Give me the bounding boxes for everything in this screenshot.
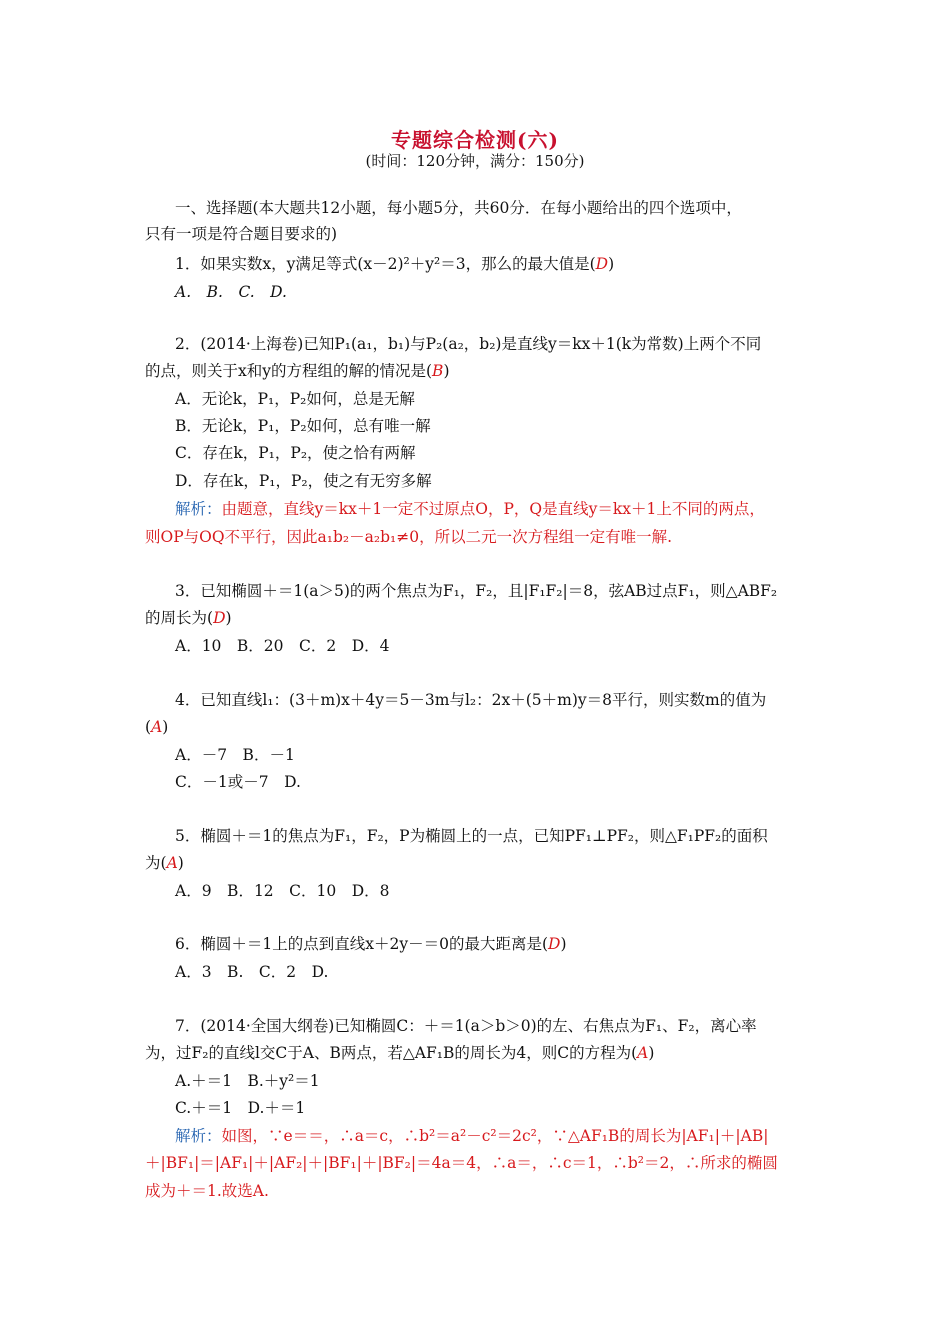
- question-7-text: 为，过F₂的直线l交C于A、B两点，若△AF₁B的周长为4，则C的方程为(: [145, 1044, 638, 1062]
- page-subtitle: (时间：120分钟，满分：150分): [365, 152, 585, 170]
- question-7-options-line1: A.＋＝1 B.＋y²＝1: [175, 1072, 320, 1090]
- question-6-text: 6．椭圆＋＝1上的点到直线x＋2y－＝0的最大距离是(: [175, 935, 548, 953]
- question-6-options: A．3 B. C．2 D.: [175, 963, 329, 981]
- question-1-text: 1．如果实数x，y满足等式(x－2)²＋y²＝3，那么的最大值是(: [175, 255, 596, 273]
- question-3-text: 的周长为(: [145, 609, 214, 627]
- question-2-close: ): [443, 362, 450, 380]
- question-2-answer: B: [432, 362, 444, 380]
- question-2-option-d: D．存在k，P₁，P₂，使之有无穷多解: [175, 472, 432, 490]
- question-6-close: ): [560, 935, 567, 953]
- question-4-options-line2: C．－1或－7 D.: [175, 773, 301, 791]
- question-3-stem-line1: 3．已知椭圆＋＝1(a＞5)的两个焦点为F₁，F₂，且|F₁F₂|＝8，弦AB过点F₁，则△ABF₂: [175, 582, 778, 600]
- question-7-stem-line2: [145, 1042, 654, 1064]
- question-2-analysis-line1: [175, 498, 765, 520]
- page-title: 专题综合检测(六): [391, 128, 559, 152]
- question-5-text: 为(: [145, 854, 167, 872]
- question-2-option-b: B．无论k，P₁，P₂如何，总有唯一解: [175, 417, 431, 435]
- question-3-stem-line2: [145, 607, 232, 629]
- question-1-stem: [175, 253, 614, 275]
- question-7-analysis-line1: [175, 1125, 768, 1147]
- question-2-stem-line2: [145, 360, 450, 382]
- question-2-analysis-line2: 则OP与OQ不平行，因此a₁b₂－a₂b₁≠0，所以二元一次方程组一定有唯一解.: [145, 528, 673, 546]
- question-7-analysis-line3: 成为＋＝1.故选A.: [145, 1182, 269, 1200]
- question-1-answer: D: [595, 255, 609, 273]
- question-4-options-line1: A．－7 B．－1: [175, 746, 295, 764]
- question-4-stem-line1: 4．已知直线l₁：(3＋m)x＋4y＝5－3m与l₂：2x＋(5＋m)y＝8平行，则实数m的值为: [175, 691, 767, 709]
- question-7-answer: A: [637, 1044, 649, 1062]
- question-3-close: ): [225, 609, 232, 627]
- question-3-answer: D: [213, 609, 226, 627]
- question-7-analysis-label: 解析：: [175, 1127, 222, 1145]
- question-5-stem-line1: 5．椭圆＋＝1的焦点为F₁，F₂，P为椭圆上的一点，已知PF₁⊥PF₂，则△F₁PF₂的面积: [175, 827, 768, 845]
- question-6-stem: [175, 933, 567, 955]
- question-4-text: (: [145, 718, 152, 736]
- question-7-close: ): [648, 1044, 655, 1062]
- question-2-text: 的点，则关于x和y的方程组的解的情况是(: [145, 362, 433, 380]
- question-7-stem-line1: 7．(2014·全国大纲卷)已知椭圆C：＋＝1(a＞b＞0)的左、右焦点为F₁、F₂，离心率: [175, 1017, 757, 1035]
- question-2-option-a: A．无论k，P₁，P₂如何，总是无解: [175, 390, 415, 408]
- question-2-analysis-label: 解析：: [175, 500, 222, 518]
- question-2-stem-line1: 2．(2014·上海卷)已知P₁(a₁，b₁)与P₂(a₂，b₂)是直线y＝kx＋1(k为常数)上两个不同: [175, 335, 762, 353]
- question-5-answer: A: [166, 854, 178, 872]
- question-5-close: ): [177, 854, 184, 872]
- question-7-options-line2: C.＋＝1 D.＋＝1: [175, 1099, 306, 1117]
- question-1-options: A. B. C. D.: [175, 283, 287, 301]
- question-4-close: ): [162, 718, 169, 736]
- question-4-stem-line2: [145, 716, 168, 738]
- section-heading-line1: 一、选择题(本大题共12小题，每小题5分，共60分．在每小题给出的四个选项中，: [175, 199, 742, 217]
- question-5-options: A．9 B．12 C．10 D．8: [175, 882, 390, 900]
- question-7-analysis-text: 如图，∵e＝＝，∴a＝c，∴b²＝a²－c²＝2c²，∵△AF₁B的周长为|AF₁|＋|AB|: [221, 1127, 769, 1145]
- question-1-close: ): [608, 255, 615, 273]
- question-2-analysis-text: 由题意，直线y＝kx＋1一定不过原点O，P，Q是直线y＝kx＋1上不同的两点，: [221, 500, 765, 518]
- section-heading-line2: 只有一项是符合题目要求的): [145, 225, 338, 243]
- question-5-stem-line2: [145, 852, 184, 874]
- question-3-options: A．10 B．20 C．2 D．4: [175, 637, 390, 655]
- question-4-answer: A: [151, 718, 163, 736]
- question-6-answer: D: [548, 935, 561, 953]
- question-2-option-c: C．存在k，P₁，P₂，使之恰有两解: [175, 444, 416, 462]
- question-7-analysis-line2: ＋|BF₁|＝|AF₁|＋|AF₂|＋|BF₁|＋|BF₂|＝4a＝4，∴a＝，∴c＝1，∴b²＝2，∴所求的椭圆: [145, 1154, 778, 1172]
